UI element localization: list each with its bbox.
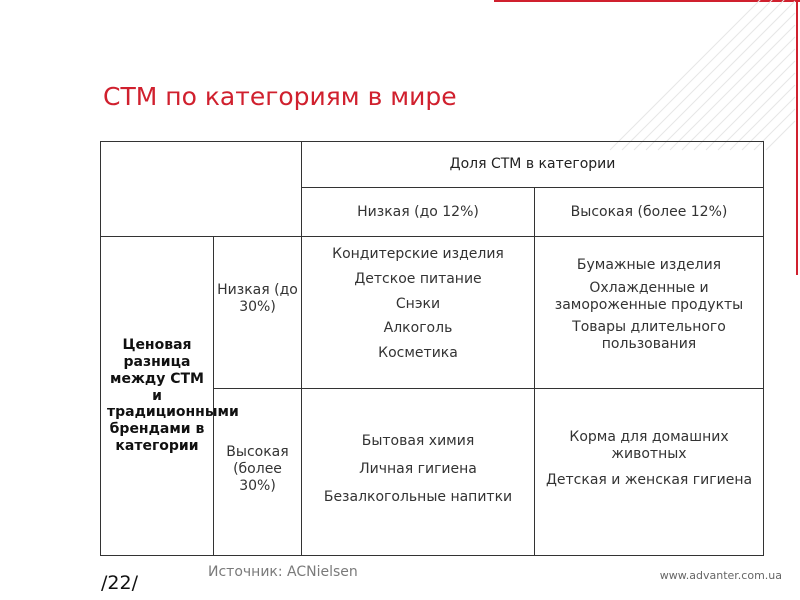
category-list [535,429,763,488]
page-number: /22/ [101,572,138,594]
category-table [100,141,764,556]
list-item: Безалкогольные напитки [323,488,513,505]
category-list [302,246,534,362]
page-title: СТМ по категориям в мире [103,82,457,111]
column-header-high: Высокая (более 12%) [535,188,764,237]
list-item: Бытовая химия [361,433,475,449]
list-item: Косметика [378,345,458,362]
price-gap-label [101,237,239,556]
price-gap-label-text: Ценовая разница между СТМ и традиционными брендами в категории [107,337,239,454]
row-level-high: Высокая (более 30%) [214,389,302,556]
website-link[interactable]: www.advanter.com.ua [659,569,782,582]
list-item: Корма для домашних животных [569,429,729,462]
share-header: Доля СТМ в категории [302,142,764,188]
list-item: Товары длительного пользования [572,319,726,353]
cell-high-gap-high-share [535,389,764,556]
list-item: Личная гигиена [359,460,477,477]
list-item: Детское питание [354,270,482,287]
cell-low-gap-low-share [302,237,535,389]
list-item: Снэки [395,295,441,312]
category-list [535,257,763,353]
list-item: Детская и женская гигиена [545,471,753,488]
column-header-low: Низкая (до 12%) [302,188,535,237]
list-item: Бумажные изделия [576,257,722,273]
row-level-low: Низкая (до 30%) [214,237,302,389]
table-corner-cell [101,142,302,237]
cell-low-gap-high-share [535,237,764,389]
list-item: Кондитерские изделия [332,246,504,262]
list-item: Алкоголь [383,320,453,337]
list-item: Охлажденные и замороженные продукты [554,279,744,313]
cell-high-gap-low-share [302,389,535,556]
source-note: Источник: ACNielsen [208,564,358,580]
category-list [302,433,534,505]
